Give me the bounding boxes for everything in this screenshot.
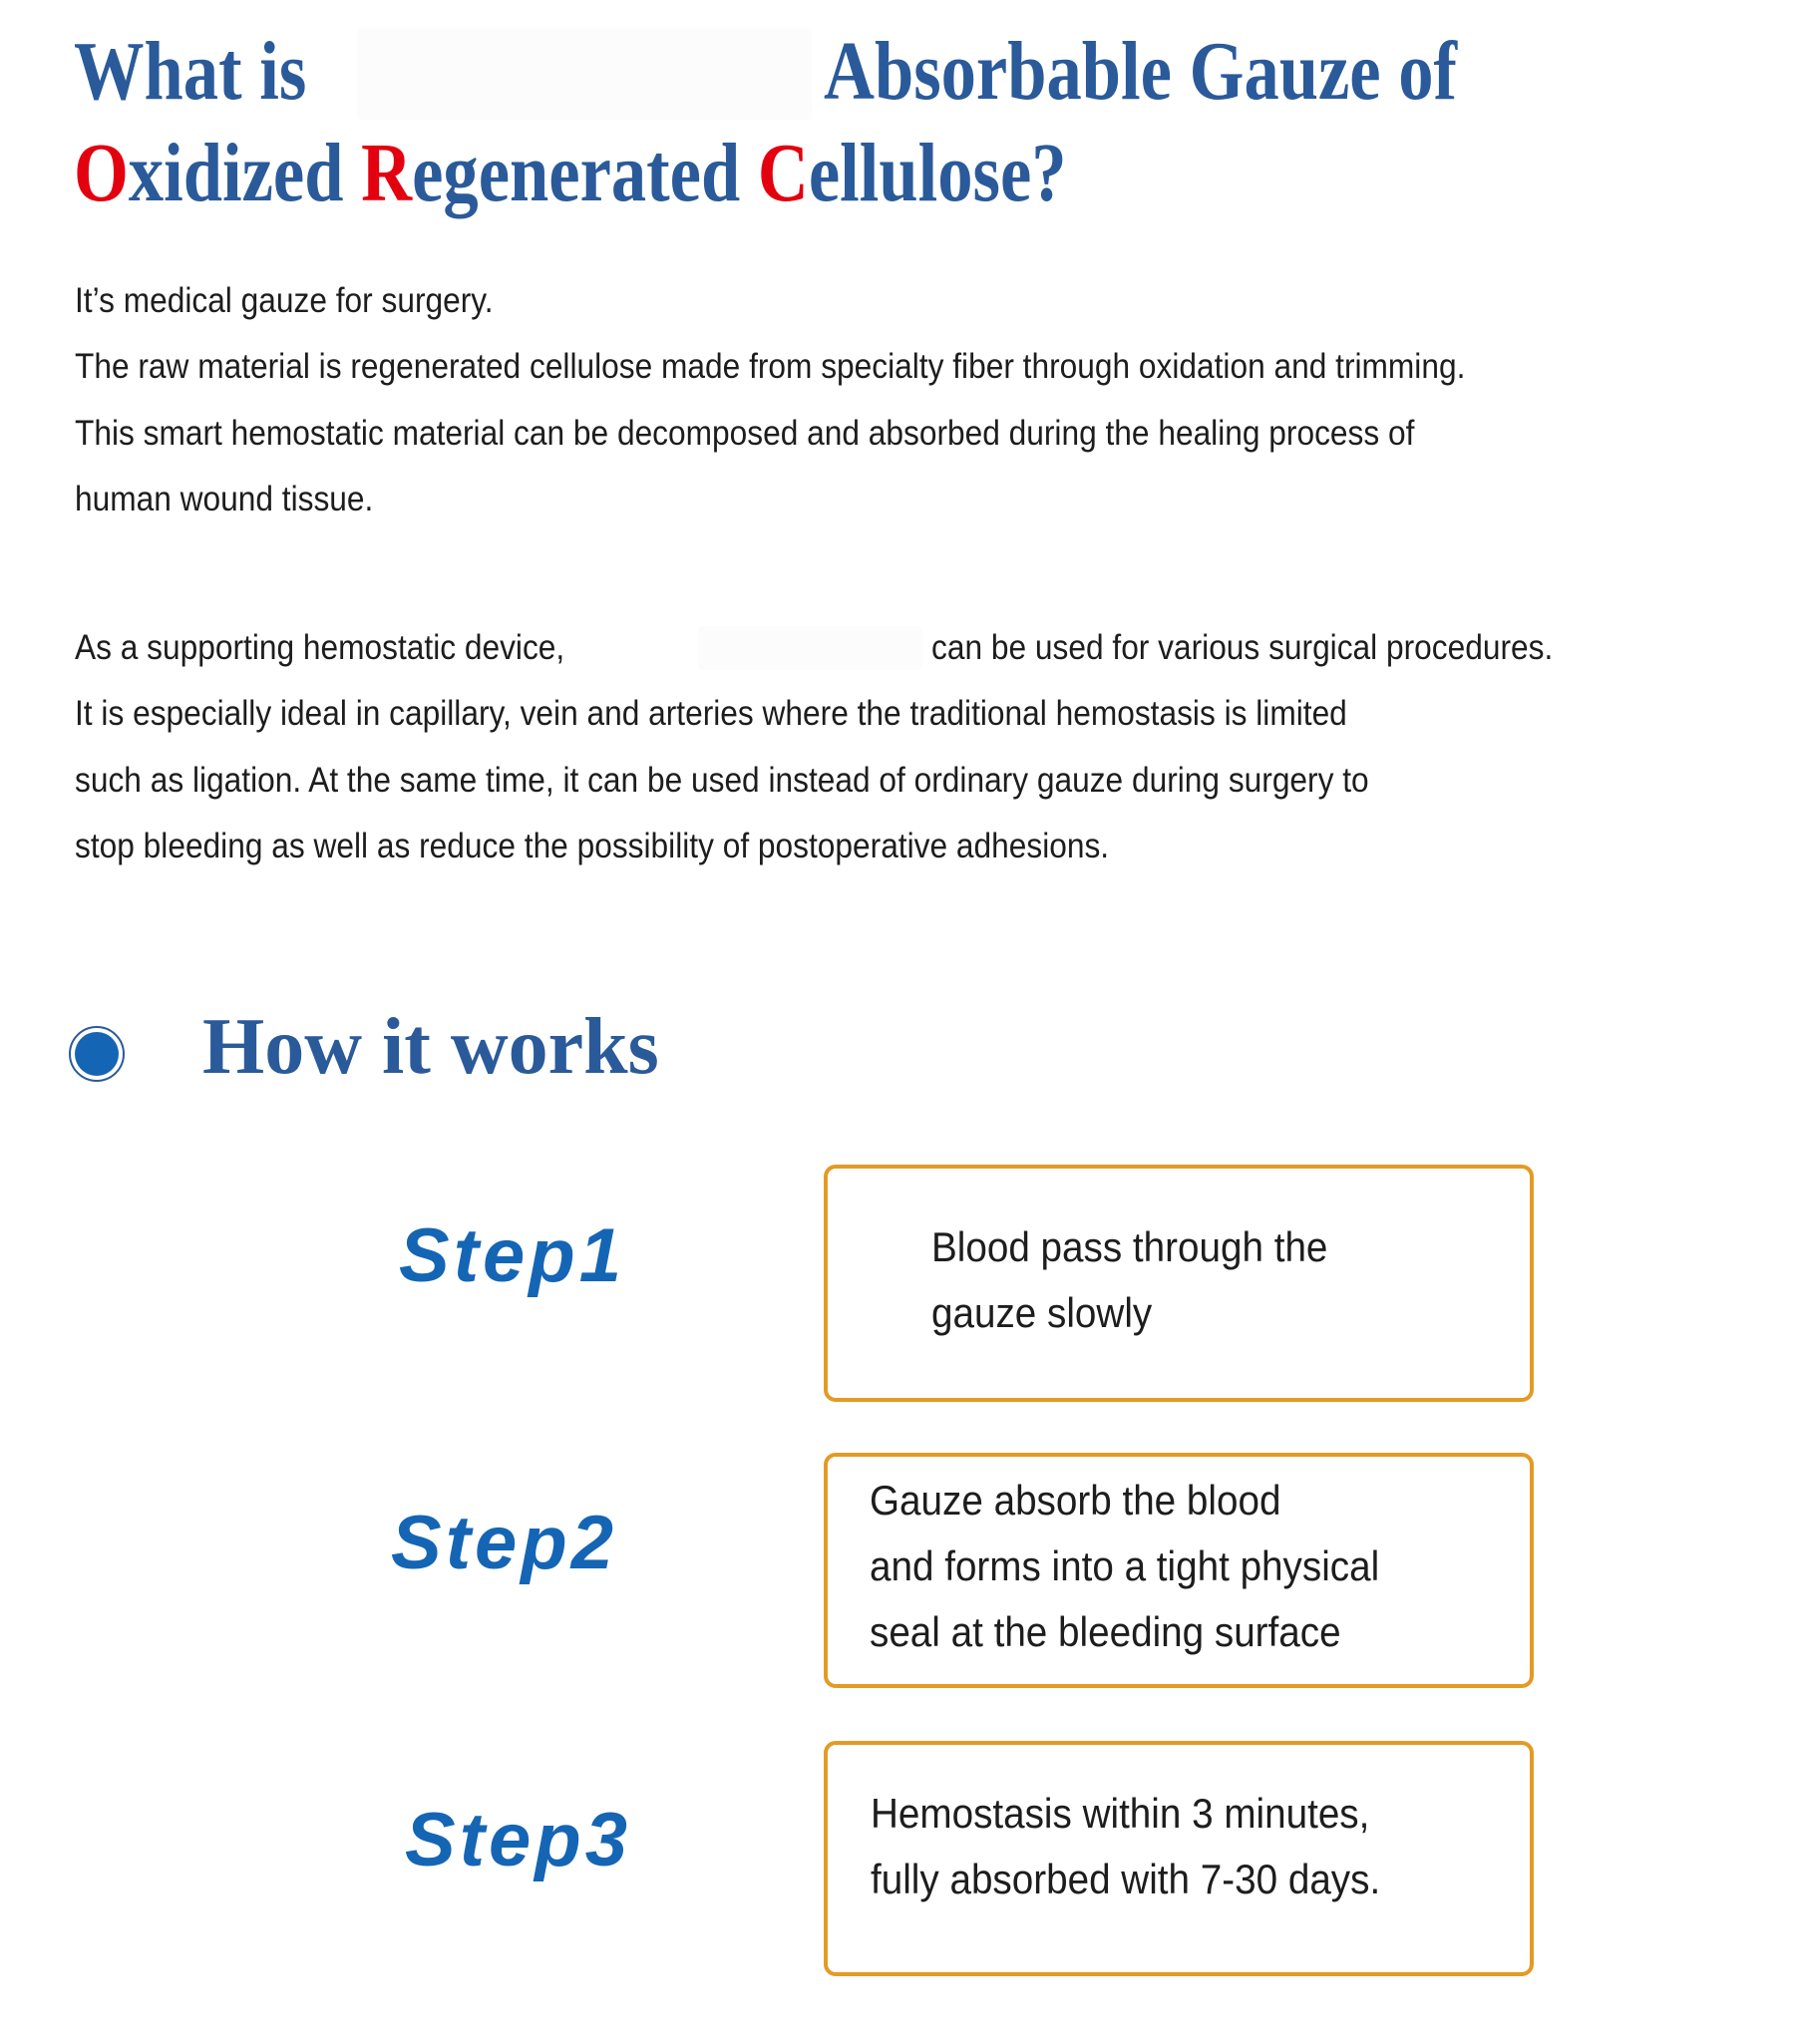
intro-line: This smart hemostatic material can be decomposed and absorbed during the healing process of: [75, 414, 1415, 453]
title-letter-r: R: [361, 127, 413, 219]
step-2-line: and forms into a tight physical: [870, 1542, 1380, 1589]
title-letter-o: O: [74, 127, 129, 219]
intro-line: such as ligation. At the same time, it can be used instead of ordinary gauze during surgery to: [75, 761, 1369, 800]
radio-bullet-icon: [69, 1026, 125, 1082]
intro-line: human wound tissue.: [75, 480, 374, 518]
step-2-line: Gauze absorb the blood: [870, 1477, 1281, 1524]
intro-line: can be used for various surgical procedures.: [931, 628, 1554, 667]
page-title-line1-prefix: What is: [74, 25, 307, 118]
page-title-line1-suffix: Absorbable Gauze of: [824, 25, 1458, 118]
step-1-line: Blood pass through the: [931, 1223, 1328, 1270]
step-1-description: [931, 1214, 1327, 1346]
title-word-ellulose: ellulose?: [808, 127, 1067, 219]
page-title-line2: [74, 127, 1067, 219]
intro-line: It is especially ideal in capillary, vein and arteries where the traditional hemostasis is limited: [75, 694, 1347, 733]
section-title: How it works: [202, 1003, 659, 1091]
intro-line: As a supporting hemostatic device,: [75, 628, 565, 667]
step-3-line: fully absorbed with 7-30 days.: [871, 1856, 1381, 1902]
step-1-line: gauze slowly: [931, 1289, 1153, 1336]
step-3-line: Hemostasis within 3 minutes,: [871, 1790, 1370, 1837]
step-2-line: seal at the bleeding surface: [870, 1608, 1341, 1655]
step-3-description: [871, 1781, 1380, 1912]
title-word-egenerated: egenerated: [412, 127, 758, 219]
intro-line: The raw material is regenerated cellulose made from specialty fiber through oxidation and trimming.: [75, 347, 1466, 386]
step-2-description: [870, 1468, 1379, 1665]
step-2-label: Step2: [391, 1501, 617, 1585]
title-letter-c: C: [757, 127, 809, 219]
product-name-blank-region: [698, 626, 922, 670]
intro-line: It’s medical gauze for surgery.: [75, 281, 494, 320]
radio-bullet-dot: [75, 1032, 119, 1076]
title-blank-region: [357, 28, 812, 120]
title-word-xidized: xidized: [128, 127, 362, 219]
step-3-label: Step3: [405, 1798, 631, 1882]
step-1-label: Step1: [399, 1213, 625, 1298]
intro-line: stop bleeding as well as reduce the possibility of postoperative adhesions.: [75, 827, 1110, 865]
